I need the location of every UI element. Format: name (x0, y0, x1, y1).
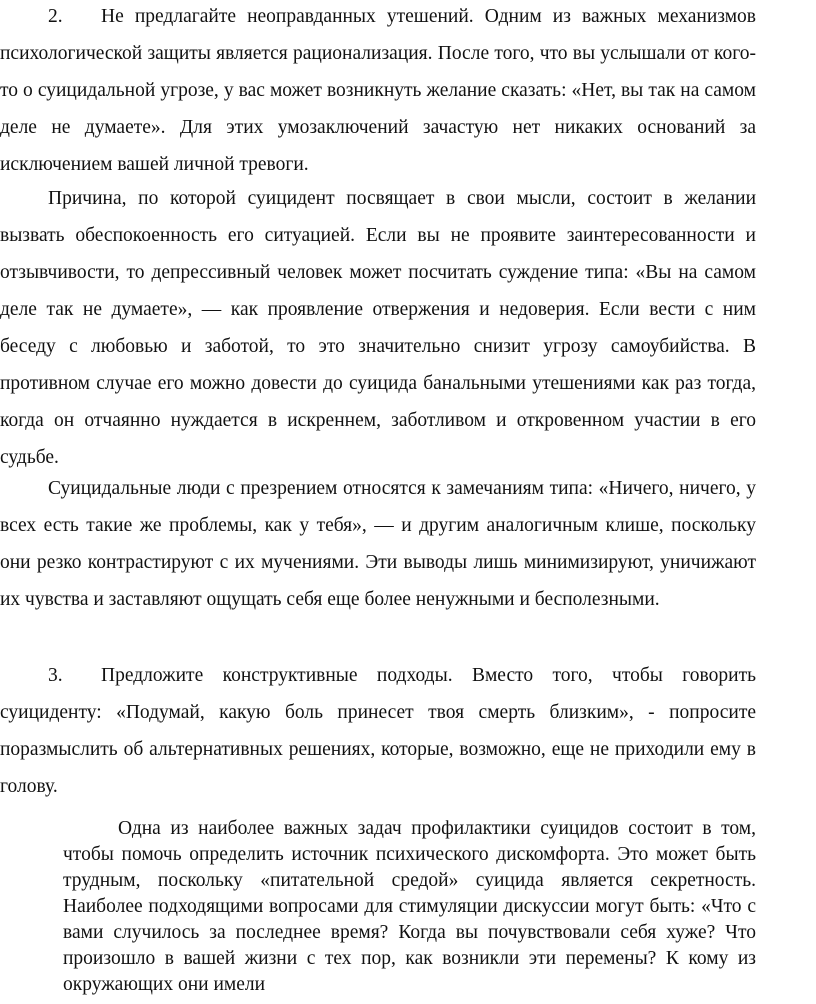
list-item-3 (0, 657, 756, 805)
block-quote: Одна из наиболее важных задач профилактики суицидов состоит в том, чтобы помочь определить источник психического дискомфорта. Это может быть трудным, поскольку «питательной средой» суицида является секретность. Наиболее подходящими вопросами для стимуляции дискуссии могут быть: «Что с вами случилось за последнее время? Когда вы почувствовали себя хуже? Что произошло в вашей жизни с тех пор, как возникли эти перемены? К кому из окружающих они имели (63, 818, 756, 995)
list-item-2 (0, 0, 756, 183)
list-number: 2. (48, 6, 63, 27)
paragraph-suicidal-people: Суицидальные люди с презрением относятся к замечаниям типа: «Ничего, ничего, у всех есть такие же проблемы, как у тебя», — и другим аналогичным клише, поскольку они резко контрастируют с их мучениями. Эти выводы лишь минимизируют, уничижают их чувства и заставляют ощущать себя еще более ненужными и бесполезными. (0, 478, 756, 610)
list-item-text: Предложите конструктивные подходы. Вместо того, чтобы говорить суициденту: «Подумай, какую боль принесет твоя смерть близким», - попросите поразмыслить об альтернативных решениях, которые, возможно, еще не приходили ему в голову. (0, 665, 756, 797)
list-item-text: Не предлагайте неоправданных утешений. Одним из важных механизмов психологической защиты является рационализация. После того, что вы услышали от кого-то о суицидальной угрозе, у вас может возникнуть желание сказать: «Нет, вы так на самом деле не думаете». Для этих умозаключений зачастую нет никаких оснований за исключением вашей личной тревоги. (0, 6, 756, 175)
paragraph-reason: Причина, по которой суицидент посвящает в свои мысли, состоит в желании вызвать обеспокоенность его ситуацией. Если вы не проявите заинтересованности и отзывчивости, то депрессивный человек может посчитать суждение типа: «Вы на самом деле так не думаете», — как проявление отвержения и недоверия. Если вести с ним беседу с любовью и заботой, то это значительно снизит угрозу самоубийства. В противном случае его можно довести до суицида банальными утешениями как раз тогда, когда он отчаянно нуждается в искреннем, заботливом и откровенном участии в его судьбе. (0, 188, 756, 468)
list-number: 3. (48, 665, 63, 686)
